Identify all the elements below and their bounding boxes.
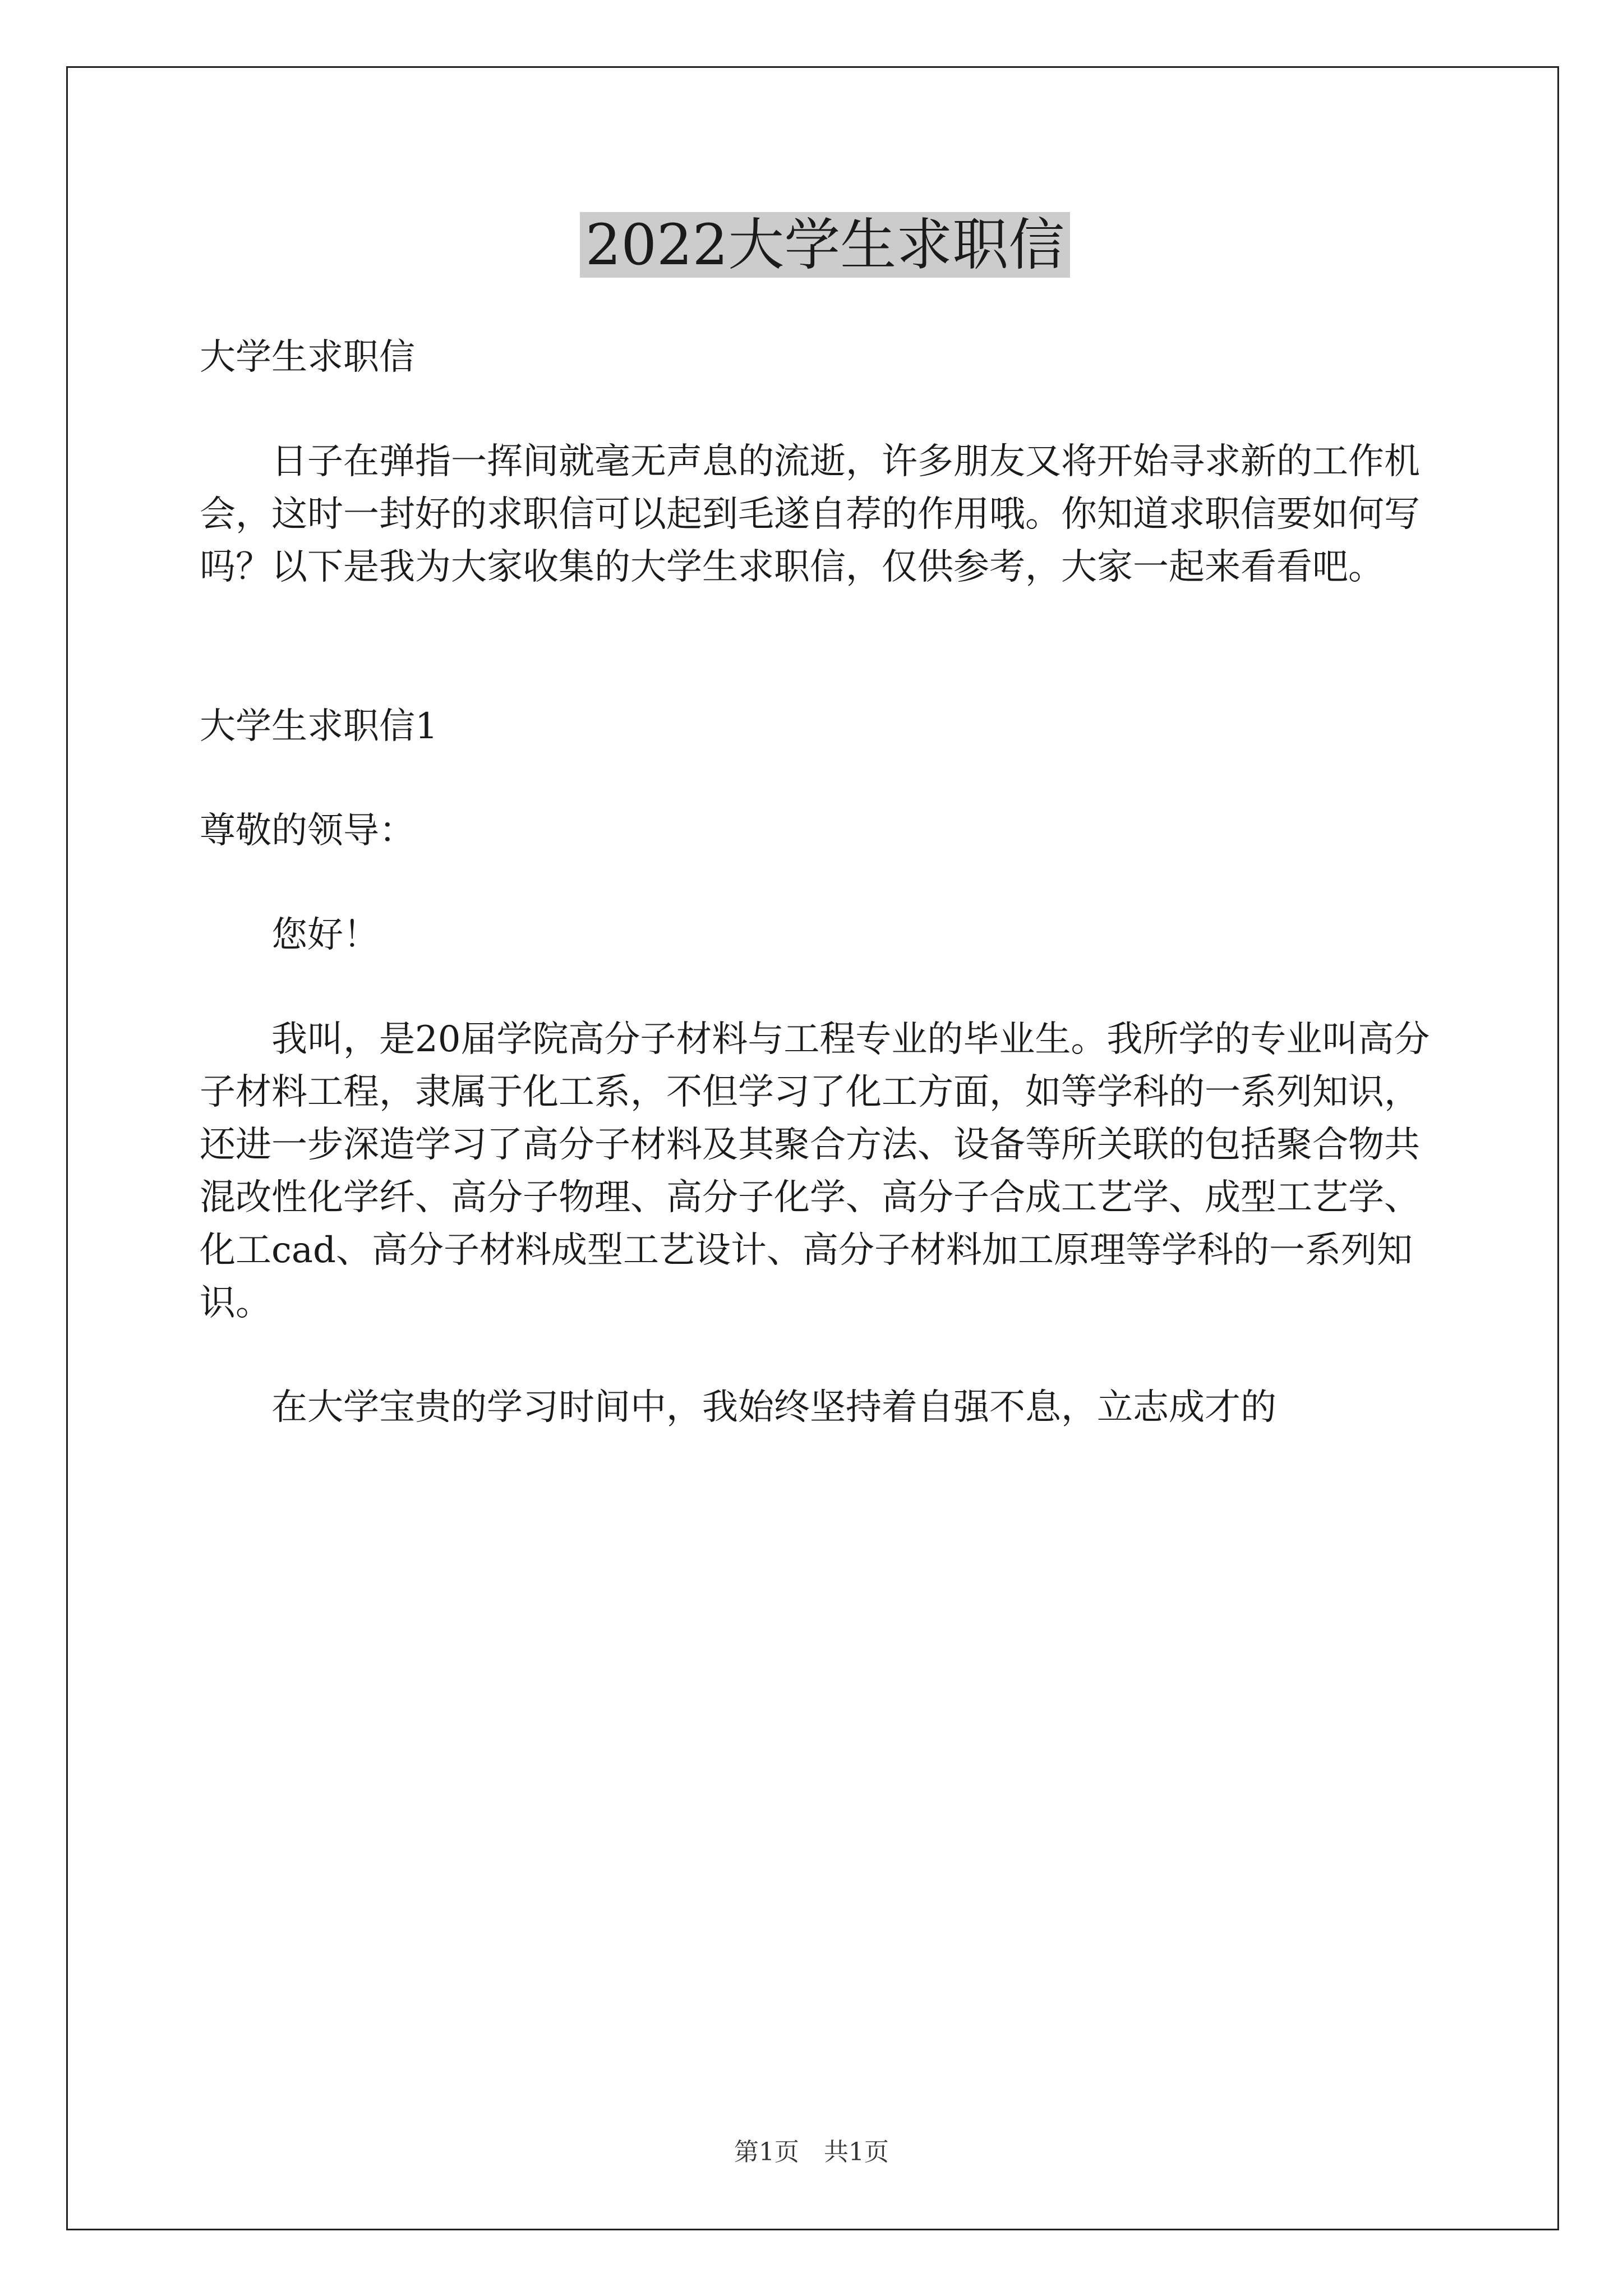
body-paragraph: 在大学宝贵的学习时间中，我始终坚持着自强不息，立志成才的 bbox=[271, 1387, 1276, 1428]
body-paragraph: 我叫，是20届学院高分子材料与工程专业的毕业生。我所学的专业叫高分子材料工程，隶属于化工系，不但学习了化工方面，如等学科的一系列知识，还进一步深造学习了高分子材料及其聚合方法、设备等所关联的包括聚合物共混改性化学纤、高分子物理、高分子化学、高分子合成工艺学、成型工艺学、化工cad、高分子材料成型工艺设计、高分子材料加工原理等学科的一系列知识。 bbox=[200, 1019, 1430, 1324]
document-body bbox=[200, 331, 1450, 1485]
greeting: 您好！ bbox=[271, 914, 379, 956]
document-title-text: 2022大学生求职信 bbox=[580, 212, 1071, 278]
document-title bbox=[200, 209, 1450, 282]
letter-heading: 大学生求职信1 bbox=[200, 706, 438, 747]
salutation: 尊敬的领导： bbox=[200, 810, 415, 852]
page-footer: 第1页 共1页 bbox=[734, 2138, 889, 2166]
intro-paragraph: 日子在弹指一挥间就毫无声息的流逝，许多朋友又将开始寻求新的工作机会，这时一封好的求职信可以起到毛遂自荐的作用哦。你知道求职信要如何写吗？以下是我为大家收集的大学生求职信，仅供参考，大家一起来看看吧。 bbox=[200, 441, 1420, 588]
section-heading: 大学生求职信 bbox=[200, 337, 415, 378]
